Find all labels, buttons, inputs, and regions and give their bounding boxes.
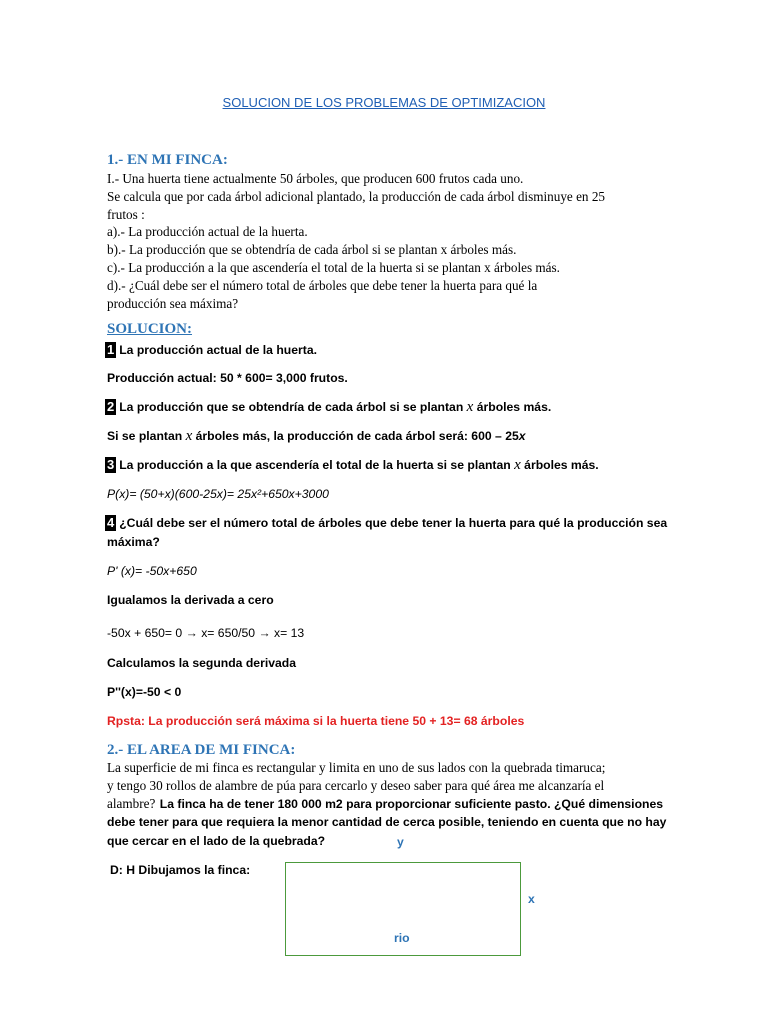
x-variable: x (185, 428, 193, 444)
step-3-number: 3 (107, 457, 115, 472)
problem2-line-2: y tengo 30 rollos de alambre de púa para cercarlo y deseo saber para qué área me alcanzaría el (107, 778, 605, 793)
step-3-text-b: árboles más. (524, 458, 599, 472)
answer: Rpsta: La producción será máxima si la huerta tiene 50 + 13= 68 árboles (107, 714, 525, 728)
problem1-line-8: producción sea máxima? (107, 296, 239, 311)
problem1-line-7: d).- ¿Cuál debe ser el número total de árboles que debe tener la huerta para qué la (107, 278, 538, 293)
step-4-text-line1: ¿Cuál debe ser el número total de árboles que debe tener la huerta para qué la producción sea (119, 516, 668, 530)
step-4-text-line2: máxima? (107, 535, 160, 549)
step-2-result (107, 428, 526, 445)
step-1-result: Producción actual: 50 * 600= 3,000 frutos. (107, 371, 348, 385)
arrow-right-icon: → (185, 626, 198, 640)
step-2-number: 2 (107, 399, 115, 414)
problem1-line-1: I.- Una huerta tiene actualmente 50 árboles, que producen 600 frutos cada uno. (107, 171, 524, 186)
equation-part-2: x= 650/50 (201, 626, 256, 640)
diagram-label-x: x (528, 892, 535, 906)
step-3-text-a: La producción a la que ascendería el total de la huerta si se plantan (119, 458, 511, 472)
second-derivative: P''(x)=-50 < 0 (107, 685, 182, 699)
x-variable: x (466, 399, 474, 415)
problem2-line-4: debe tener para que requiera la menor cantidad de cerca posible, teniendo en cuenta que no hay (107, 815, 667, 829)
step-3-formula: P(x)= (50+x)(600-25x)= 25x²+650x+3000 (107, 487, 329, 501)
diagram-intro: D: H Dibujamos la finca: (110, 863, 251, 877)
problem2-heading: 2.- EL AREA DE MI FINCA: (107, 742, 296, 758)
step-3 (105, 457, 599, 474)
problem2-line-1: La superficie de mi finca es rectangular y limita en uno de sus lados con la quebrada timaruca; (107, 760, 606, 775)
step-2-result-b: árboles más, la producción de cada árbol será: 600 – 25 (195, 429, 519, 443)
equation-part-3: x= 13 (274, 626, 305, 640)
step-1 (105, 342, 317, 358)
document-title: SOLUCION DE LOS PROBLEMAS DE OPTIMIZACION (222, 95, 546, 110)
x-variable-italic: x (518, 429, 526, 443)
step-2-text-b: árboles más. (476, 400, 552, 414)
second-derivative-label: Calculamos la segunda derivada (107, 656, 296, 670)
diagram-label-rio: rio (394, 931, 410, 945)
problem2-line-5: que cercar en el lado de la quebrada? (107, 834, 326, 848)
problem1-line-5: b).- La producción que se obtendría de cada árbol si se plantan x árboles más. (107, 242, 517, 257)
solution-heading: SOLUCION: (107, 321, 193, 337)
step-1-text: La producción actual de la huerta. (119, 343, 317, 357)
problem2-line-3 (107, 795, 663, 813)
step-1-number: 1 (107, 342, 115, 357)
step-2-text-a: La producción que se obtendría de cada árbol si se plantan (119, 400, 464, 414)
diagram-label-y: y (397, 835, 404, 849)
problem2-line-3a: alambre? (107, 796, 156, 811)
step-4-number: 4 (107, 515, 115, 530)
problem1-heading: 1.- EN MI FINCA: (107, 152, 228, 168)
step-2-result-a: Si se plantan (107, 429, 183, 443)
derivative: P' (x)= -50x+650 (107, 564, 197, 578)
equation-line (107, 626, 304, 640)
step-2 (105, 399, 551, 416)
problem1-line-2: Se calcula que por cada árbol adicional plantado, la producción de cada árbol disminuye en 25 (107, 189, 606, 204)
problem1-line-3: frutos : (107, 207, 145, 222)
problem1-line-4: a).- La producción actual de la huerta. (107, 224, 308, 239)
x-variable: x (514, 457, 521, 473)
equal-zero-label: Igualamos la derivada a cero (107, 593, 274, 607)
equation-part-1: -50x + 650= 0 (107, 626, 183, 640)
problem1-line-6: c).- La producción a la que ascendería el total de la huerta si se plantan x árboles más. (107, 260, 560, 275)
problem2-line-3b: La finca ha de tener 180 000 m2 para proporcionar suficiente pasto. ¿Qué dimensiones (159, 797, 664, 811)
step-4 (105, 515, 667, 531)
arrow-right-icon: → (258, 626, 271, 640)
